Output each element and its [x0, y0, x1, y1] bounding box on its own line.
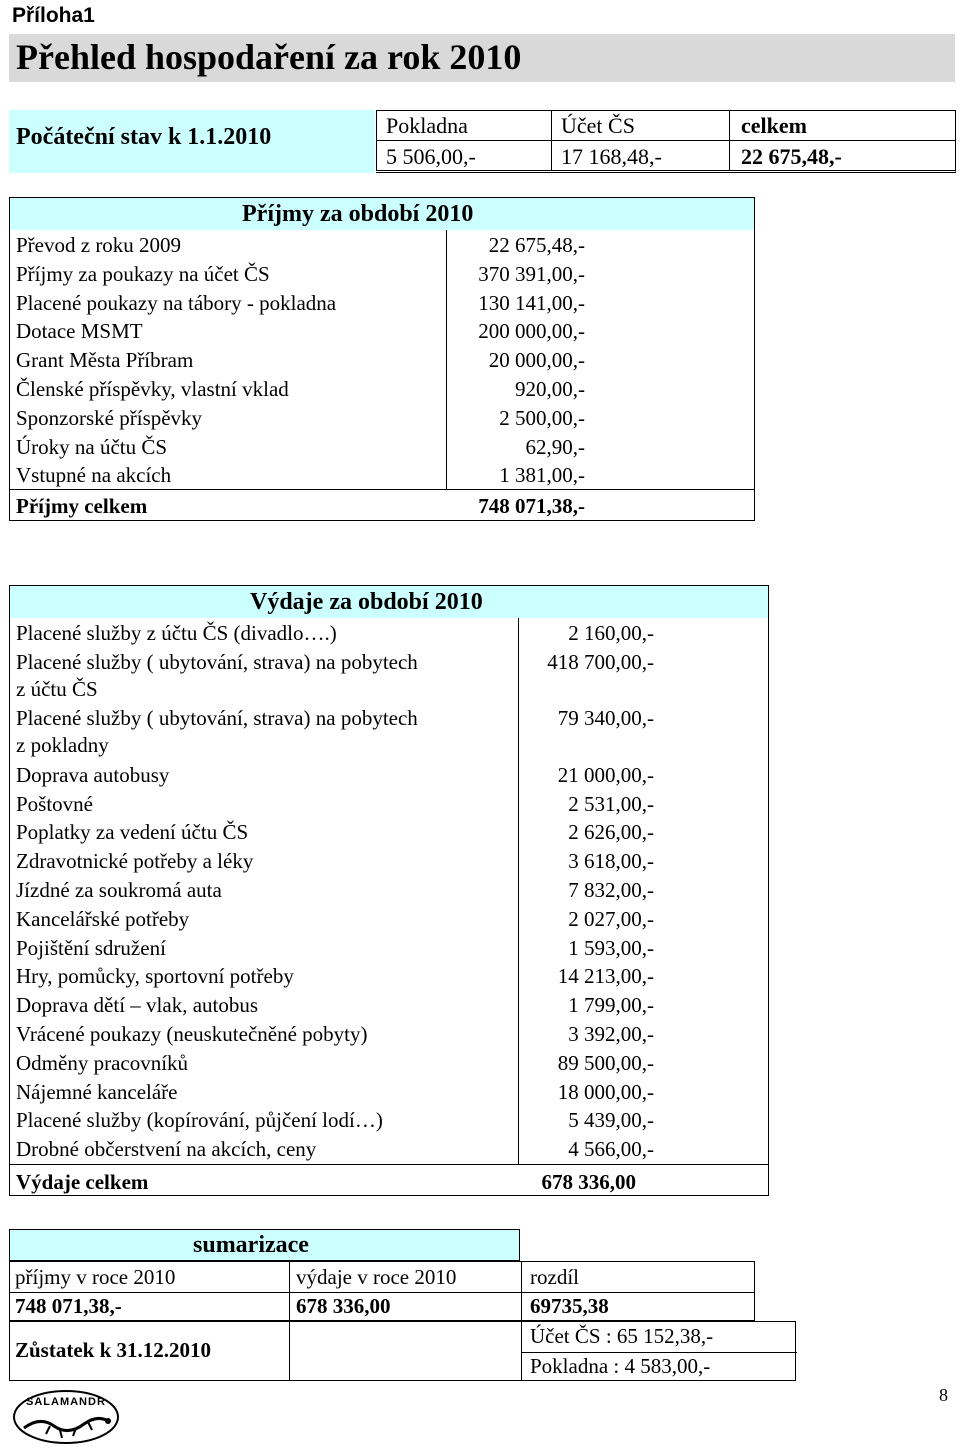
expense-row-value: 418 700,00,-	[547, 649, 654, 674]
income-row-label: Úroky na účtu ČS	[16, 434, 168, 459]
expense-row-label: Drobné občerstvení na akcích, ceny	[16, 1137, 317, 1162]
expense-row-label-continued: z pokladny	[16, 733, 109, 758]
income-row-value: 920,00,-	[515, 377, 585, 401]
expense-row-value: 3 392,00,-	[568, 1022, 654, 1046]
expense-row-label: Placené služby z účtu ČS (divadlo….)	[16, 621, 337, 645]
expense-row-label: Kancelářské potřeby	[16, 906, 190, 931]
expense-row-label: Doprava autobusy	[16, 762, 170, 787]
expense-row-value: 3 618,00,-	[568, 849, 654, 874]
income-row-value: 200 000,00,-	[478, 319, 585, 344]
income-heading: Příjmy za období 2010	[242, 201, 474, 227]
balance-row-divider	[521, 1352, 797, 1353]
opening-row-divider	[376, 140, 955, 141]
expense-row-label-continued: z účtu ČS	[16, 676, 98, 701]
cash-balance: Pokladna : 4 583,00,-	[530, 1354, 711, 1378]
opening-bank-header: Účet ČS	[561, 113, 635, 138]
summary-income-value: 748 071,38,-	[15, 1294, 122, 1318]
expense-row-label: Zdravotnické potřeby a léky	[16, 849, 254, 874]
income-row-label: Sponzorské příspěvky	[16, 405, 203, 430]
salamandr-logo	[10, 1388, 122, 1446]
summary-row-divider	[10, 1292, 754, 1293]
balance-divider	[289, 1322, 290, 1380]
expense-row-label: Doprava dětí – vlak, autobus	[16, 993, 259, 1018]
expense-row-value: 14 213,00,-	[557, 964, 654, 989]
expense-row-value: 2 027,00,-	[568, 906, 654, 931]
income-row-value: 2 500,00,-	[499, 405, 585, 430]
expense-total-value: 678 336,00	[541, 1170, 636, 1194]
page-number: 8	[939, 1385, 948, 1405]
income-row-value: 20 000,00,-	[488, 348, 585, 373]
opening-table	[376, 110, 956, 173]
expense-row-label: Placené služby (kopírování, půjčení lodí…)	[16, 1108, 383, 1133]
expense-row-label: Placené služby ( ubytování, strava) na pobytech	[16, 649, 418, 674]
summary-expense-label: výdaje v roce 2010	[296, 1265, 457, 1289]
income-row-label: Převod z roku 2009	[16, 233, 182, 257]
expense-heading: Výdaje za období 2010	[250, 589, 483, 615]
income-row-value: 370 391,00,-	[478, 261, 585, 286]
expense-row-value: 1 593,00,-	[568, 935, 654, 960]
expense-row-value: 7 832,00,-	[568, 878, 654, 902]
expense-row-value: 89 500,00,-	[557, 1050, 654, 1075]
expense-row-value: 79 340,00,-	[557, 706, 654, 731]
expense-row-value: 2 160,00,-	[568, 621, 654, 645]
income-row-label: Členské příspěvky, vlastní vklad	[16, 377, 289, 401]
income-row-value: 1 381,00,-	[499, 463, 585, 488]
logo-text: SALAMANDR	[26, 1396, 106, 1408]
opening-total-header: celkem	[741, 113, 807, 138]
summary-diff-label: rozdíl	[530, 1265, 579, 1289]
expense-row-value: 21 000,00,-	[557, 762, 654, 787]
income-row-label: Grant Města Příbram	[16, 348, 194, 373]
expense-row-label: Poštovné	[16, 791, 94, 816]
expense-row-label: Nájemné kanceláře	[16, 1079, 178, 1104]
opening-cash-header: Pokladna	[386, 113, 468, 138]
income-row-label: Vstupné na akcích	[16, 463, 172, 488]
income-total-value: 748 071,38,-	[478, 494, 585, 518]
summary-divider	[289, 1262, 290, 1320]
income-total-label: Příjmy celkem	[16, 494, 148, 518]
expense-row-value: 2 531,00,-	[568, 791, 654, 816]
balance-divider	[521, 1322, 522, 1380]
bank-balance: Účet ČS : 65 152,38,-	[530, 1324, 714, 1348]
appendix-label: Příloha1	[12, 4, 95, 27]
summary-heading: sumarizace	[193, 1232, 309, 1258]
expense-row-value: 18 000,00,-	[557, 1079, 654, 1104]
expense-row-label: Vrácené poukazy (neuskutečněné pobyty)	[16, 1022, 368, 1046]
summary-diff-value: 69735,38	[530, 1294, 609, 1318]
opening-label: Počáteční stav k 1.1.2010	[16, 124, 272, 150]
income-row-label: Příjmy za poukazy na účet ČS	[16, 261, 270, 286]
expense-row-label: Hry, pomůcky, sportovní potřeby	[16, 964, 294, 989]
expense-row-label: Jízdné za soukromá auta	[16, 878, 222, 902]
income-row-value: 62,90,-	[525, 434, 585, 459]
opening-cash-value: 5 506,00,-	[386, 144, 476, 169]
expense-row-label: Poplatky za vedení účtu ČS	[16, 820, 249, 845]
balance-label: Zůstatek k 31.12.2010	[15, 1338, 212, 1362]
income-row-label: Dotace MSMT	[16, 319, 143, 344]
opening-total-value: 22 675,48,-	[741, 144, 842, 169]
page-title: Přehled hospodaření za rok 2010	[16, 37, 522, 77]
expense-row-value: 5 439,00,-	[568, 1108, 654, 1133]
summary-income-label: příjmy v roce 2010	[15, 1265, 176, 1289]
summary-expense-value: 678 336,00	[296, 1294, 391, 1318]
income-row-value: 22 675,48,-	[488, 233, 585, 257]
income-row-value: 130 141,00,-	[478, 290, 585, 315]
expense-row-label: Odměny pracovníků	[16, 1050, 189, 1075]
income-row-label: Placené poukazy na tábory - pokladna	[16, 290, 337, 315]
expense-row-value: 2 626,00,-	[568, 820, 654, 845]
income-total-divider	[10, 489, 754, 490]
expense-row-label: Pojištění sdružení	[16, 935, 166, 960]
expense-total-label: Výdaje celkem	[16, 1170, 149, 1194]
opening-bank-value: 17 168,48,-	[561, 144, 662, 169]
summary-divider	[521, 1262, 522, 1320]
expense-row-label: Placené služby ( ubytování, strava) na pobytech	[16, 706, 418, 731]
expense-row-value: 1 799,00,-	[568, 993, 654, 1018]
expense-total-divider	[10, 1164, 768, 1165]
expense-row-value: 4 566,00,-	[568, 1137, 654, 1162]
